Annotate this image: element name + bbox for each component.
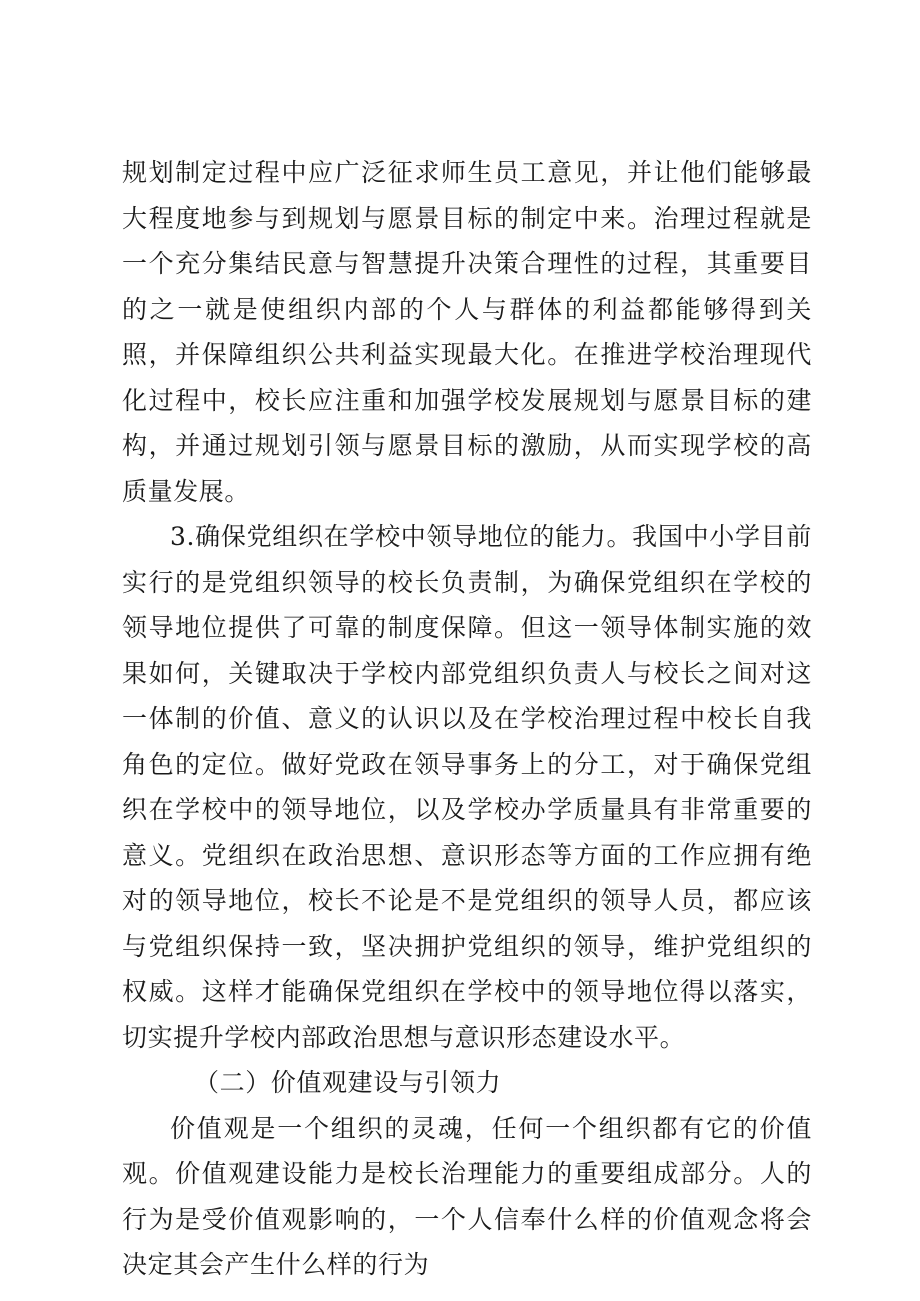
paragraph-party-leadership: 3.确保党组织在学校中领导地位的能力。我国中小学目前实行的是党组织领导的校长负责制，为确保党组织在学校的领导地位提供了可靠的制度保障。但这一领导体制实施的效果如何，关键取决于学校内部党组织负责人与校长之间对这一体制的价值、意义的认识以及在学校治理过程中校长自我角色的定位。做好党政在领导事务上的分工，对于确保党组织在学校中的领导地位，以及学校办学质量具有非常重要的意义。党组织在政治思想、意识形态等方面的工作应拥有绝对的领导地位，校长不论是不是党组织的领导人员，都应该与党组织保持一致，坚决拥护党组织的领导，维护党组织的权威。这样才能确保党组织在学校中的领导地位得以落实，切实提升学校内部政治思想与意识形态建设水平。 (122, 522, 812, 1052)
document-body (122, 150, 812, 1288)
paragraph-values: 价值观是一个组织的灵魂，任何一个组织都有它的价值观。价值观建设能力是校长治理能力的重要组成部分。人的行为是受价值观影响的，一个人信奉什么样的价值观念将会决定其会产生什么样的行为 (122, 1113, 812, 1279)
paragraph-planning: 规划制定过程中应广泛征求师生员工意见，并让他们能够最大程度地参与到规划与愿景目标的制定中来。治理过程就是一个充分集结民意与智慧提升决策合理性的过程，其重要目的之一就是使组织内部的个人与群体的利益都能够得到关照，并保障组织公共利益实现最大化。在推进学校治理现代化过程中，校长应注重和加强学校发展规划与愿景目标的建构，并通过规划引领与愿景目标的激励，从而实现学校的高质量发展。 (122, 158, 812, 506)
section-heading: （二）价值观建设与引领力 (194, 1068, 502, 1097)
